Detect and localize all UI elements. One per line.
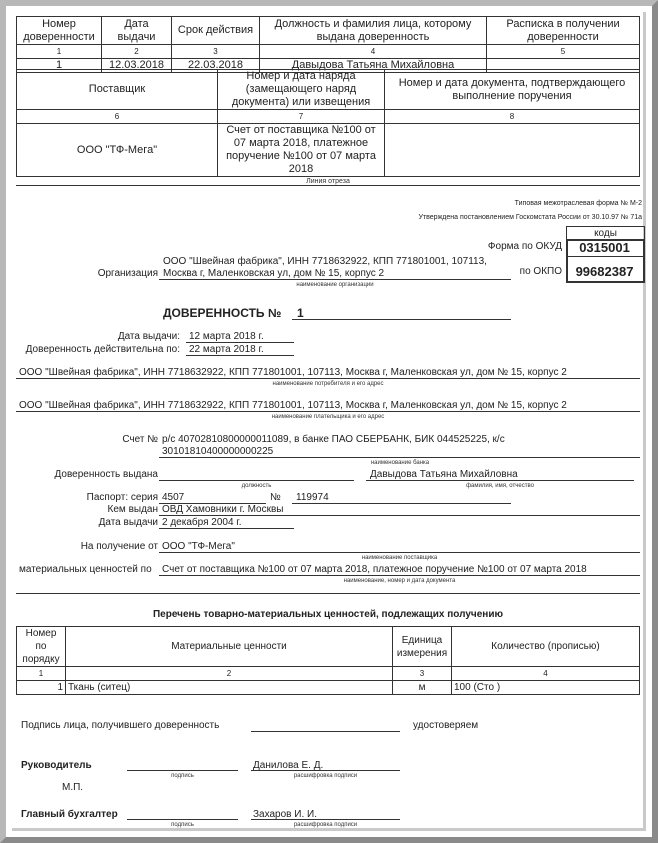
goods-row-name: Ткань (ситец) — [66, 681, 393, 695]
accountant-decode-caption: расшифровка подписи — [293, 822, 358, 828]
doc-number: 1 — [297, 306, 304, 320]
okud-label: Форма по ОКУД — [487, 241, 562, 252]
stub-person: Давыдова Татьяна Михайловна — [260, 59, 487, 73]
account-label: Счет № — [122, 434, 158, 445]
receive-from-underline — [159, 552, 640, 553]
passport-series-label: Паспорт: серия — [86, 492, 158, 503]
number-underline — [292, 503, 511, 504]
col-num: 3 — [172, 45, 260, 59]
col-num: 5 — [487, 45, 640, 59]
stub-order: Счет от поставщика №100 от 07 марта 2018, платежное поручение №100 от 07 марта 2018 — [218, 124, 385, 177]
accountant-name: Захаров И. И. — [253, 809, 317, 820]
head-label: Руководитель — [21, 760, 92, 771]
payer-underline — [16, 411, 640, 412]
issue-date-value: 12 марта 2018 г. — [189, 331, 264, 342]
organization-line1: ООО "Швейная фабрика", ИНН 7718632922, КПП 771801001, 107113, — [163, 256, 487, 267]
name-underline — [366, 480, 634, 481]
issue-date-underline — [186, 342, 294, 343]
stub-issue-date: 12.03.2018 — [102, 59, 172, 73]
passport-date-label: Дата выдачи — [98, 517, 158, 528]
receive-from-caption: наименование поставщика — [361, 555, 438, 561]
col-num: 4 — [452, 667, 640, 681]
goods-row-qty: 100 (Сто ) — [452, 681, 640, 695]
col-num: 1 — [17, 45, 102, 59]
accountant-name-line — [251, 819, 400, 820]
organization-underline — [159, 279, 511, 280]
page-title: ДОВЕРЕННОСТЬ № — [163, 306, 282, 320]
payer-value: ООО "Швейная фабрика", ИНН 7718632922, КПП 771801001, 107113, Москва г, Маленковская ул, дом № 15, корпус 2 — [19, 400, 567, 411]
issuer-value: ОВД Хамовники г. Москвы — [162, 504, 284, 515]
col-num: 2 — [66, 667, 393, 681]
col-num: 2 — [102, 45, 172, 59]
materials-doc-caption: наименование, номер и дата документа — [343, 578, 456, 584]
consumer-value: ООО "Швейная фабрика", ИНН 7718632922, КПП 771801001, 107113, Москва г, Маленковская ул, дом № 15, корпус 2 — [19, 367, 567, 378]
consumer-caption: наименование потребителя и его адрес — [272, 381, 384, 387]
stub-header-issue-date: Дата выдачи — [102, 17, 172, 45]
form-approved: Утверждена постановлением Госкомстата России от 30.10.97 № 71а — [418, 214, 642, 221]
stub-header-number: Номер доверенности — [17, 17, 102, 45]
col-num: 1 — [17, 667, 66, 681]
col-num: 3 — [393, 667, 452, 681]
col-num: 7 — [218, 110, 385, 124]
goods-title: Перечень товарно-материальных ценностей, подлежащих получению — [152, 609, 504, 620]
accountant-sign-line — [127, 819, 238, 820]
head-sign-caption: подпись — [171, 773, 194, 779]
stub-number: 1 — [17, 59, 102, 73]
passport-series: 4507 — [162, 492, 185, 503]
account-line1: р/с 40702810800000011089, в банке ПАО СБЕРБАНК, БИК 044525225, к/с — [162, 434, 505, 445]
passport-number-label: № — [270, 492, 281, 503]
stub-header-supplier: Поставщик — [17, 70, 218, 110]
receive-from-value: ООО "ТФ-Мега" — [162, 541, 235, 552]
materials-doc-underline — [159, 575, 640, 576]
cut-line — [16, 185, 640, 186]
doc-number-underline — [292, 319, 511, 320]
accountant-sign-caption: подпись — [171, 822, 194, 828]
issued-to-name: Давыдова Татьяна Михайловна — [370, 469, 518, 480]
stub-header-valid: Срок действия — [172, 17, 260, 45]
stub-table-bottom — [16, 69, 640, 177]
consumer-underline — [16, 378, 640, 379]
stub-table-top — [16, 16, 640, 73]
stub-header-receipt: Расписка в получении доверенности — [487, 17, 640, 45]
stub-supplier: ООО "ТФ-Мега" — [17, 124, 218, 177]
form-type: Типовая межотраслевая форма № М-2 — [514, 200, 642, 207]
account-caption: наименование банка — [370, 460, 430, 466]
issuer-underline — [159, 515, 640, 516]
goods-header-number: Номер по порядку — [17, 627, 66, 667]
okud-code: 0315001 — [579, 240, 630, 255]
head-sign-line — [127, 770, 238, 771]
issuer-label: Кем выдан — [107, 504, 158, 515]
col-num: 6 — [17, 110, 218, 124]
okpo-label: по ОКПО — [519, 266, 562, 277]
head-name-line — [251, 770, 400, 771]
goods-header-name: Материальные ценности — [66, 627, 393, 667]
position-underline — [159, 480, 354, 481]
goods-header-unit: Единица измерения — [393, 627, 452, 667]
goods-row-unit: м — [393, 681, 452, 695]
receive-from-label: На получение от — [80, 541, 158, 552]
col-num: 8 — [385, 110, 640, 124]
position-caption: должность — [241, 483, 272, 489]
cut-line-label: Линия отреза — [306, 178, 350, 185]
goods-header-qty: Количество (прописью) — [452, 627, 640, 667]
organization-label: Организация — [97, 268, 158, 279]
goods-table — [16, 626, 640, 695]
passport-date-underline — [159, 528, 294, 529]
materials-doc-value: Счет от поставщика №100 от 07 марта 2018, платежное поручение №100 от 07 марта 2018 — [162, 564, 587, 575]
materials-doc-label: материальных ценностей по — [19, 564, 152, 575]
okpo-code: 99682387 — [575, 264, 634, 279]
goods-row-number: 1 — [17, 681, 66, 695]
stub-valid-until: 22.03.2018 — [172, 59, 260, 73]
section-divider — [16, 593, 640, 594]
certify-label: удостоверяем — [413, 720, 479, 731]
organization-line2: Москва г, Маленковская ул, дом № 15, корпус 2 — [163, 268, 385, 279]
accountant-label: Главный бухгалтер — [21, 809, 118, 820]
valid-label: Доверенность действительна по: — [25, 344, 180, 355]
stub-header-confirm: Номер и дата документа, подтверждающего выполнение поручения — [385, 70, 640, 110]
codes-label: коды — [566, 226, 645, 241]
table-row — [17, 681, 640, 695]
payer-caption: наименование плательщика и его адрес — [271, 414, 385, 420]
col-num: 4 — [260, 45, 487, 59]
account-underline — [159, 457, 640, 458]
head-name: Данилова Е. Д. — [253, 760, 324, 771]
organization-caption: наименование организации — [296, 282, 374, 288]
passport-number: 119974 — [296, 492, 329, 503]
recipient-sign-line — [251, 731, 400, 732]
valid-value: 22 марта 2018 г. — [189, 344, 264, 355]
passport-date: 2 декабря 2004 г. — [162, 517, 242, 528]
stub-confirm-doc — [385, 124, 640, 177]
valid-underline — [186, 355, 294, 356]
recipient-sign-label: Подпись лица, получившего доверенность — [21, 720, 220, 731]
seal-label: М.П. — [62, 782, 84, 793]
issued-to-label: Доверенность выдана — [54, 469, 158, 480]
stub-header-order: Номер и дата наряда (замещающего наряд документа) или извещения — [218, 70, 385, 110]
stub-header-person: Должность и фамилия лица, которому выдана доверенность — [260, 17, 487, 45]
head-decode-caption: расшифровка подписи — [293, 773, 358, 779]
account-line2: 30101810400000000225 — [162, 446, 274, 457]
name-caption: фамилия, имя, отчество — [466, 483, 534, 489]
issue-date-label: Дата выдачи: — [117, 331, 180, 342]
